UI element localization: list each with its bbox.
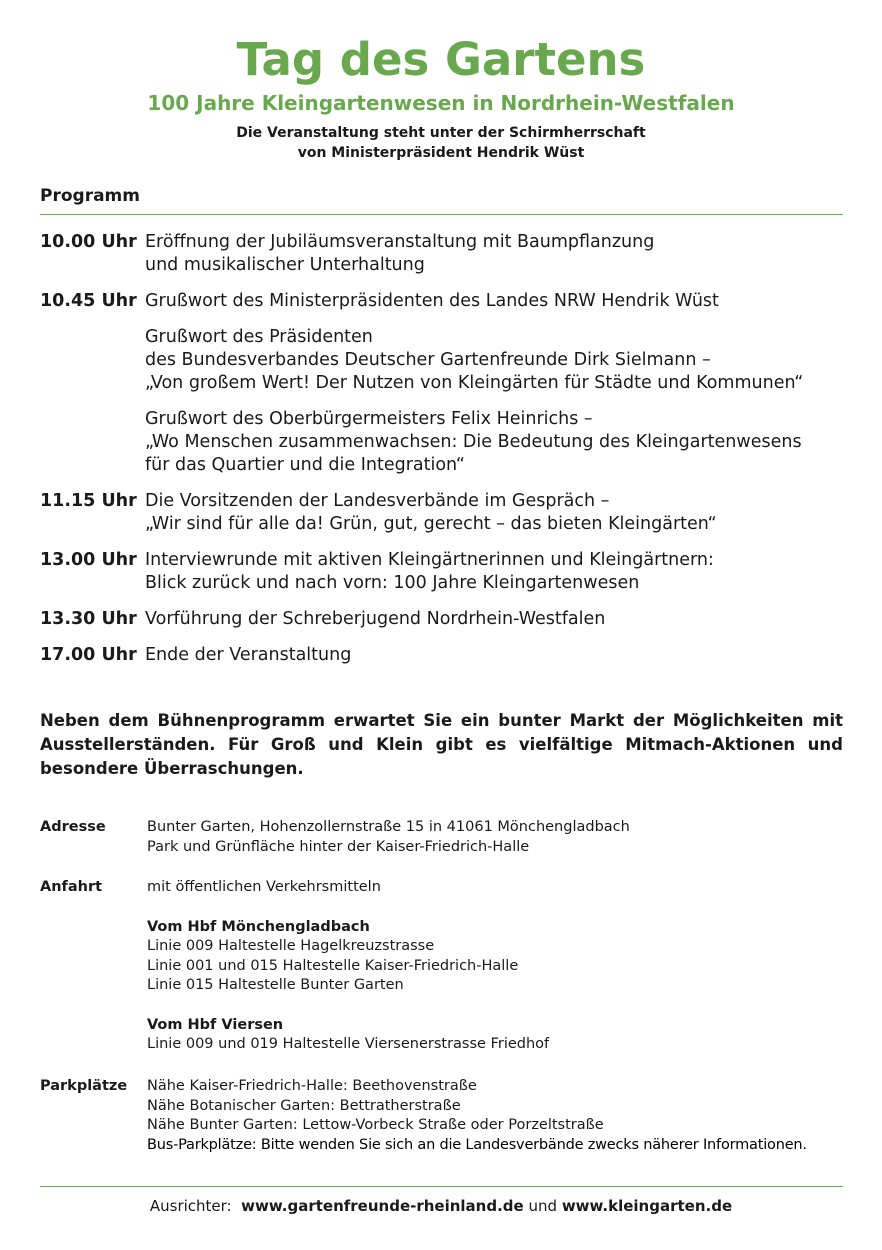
- parking-section: [40, 1077, 843, 1155]
- program-text: Grußwort des Oberbürgermeisters Felix Heinrichs – „Wo Menschen zusammenwachsen: Die Bedeutung des Kleingartenwesens für das Quartier und die Integration“: [145, 409, 802, 475]
- footer-link-kleingarten[interactable]: www.kleingarten.de: [561, 1197, 733, 1215]
- program-divider: [40, 214, 843, 215]
- program-item: [40, 549, 850, 595]
- footer-label: Ausrichter:: [149, 1197, 232, 1215]
- program-time: 13.00 Uhr: [40, 550, 137, 570]
- program-list: [40, 231, 850, 667]
- market-highlight: Neben dem Bühnenprogramm erwartet Sie ein bunter Markt der Möglichkeiten mit Ausstellerständen. Für Groß und Klein gibt es vielfältige Mitmach-Aktionen und besondere Überraschungen.: [40, 711, 843, 778]
- program-text: Interviewrunde mit aktiven Kleingärtnerinnen und Kleingärtnern: Blick zurück und nach vorn: 100 Jahre Kleingartenwesen: [145, 550, 714, 593]
- program-text: Die Vorsitzenden der Landesverbände im Gespräch – „Wir sind für alle da! Grün, gut, gerecht – das bieten Kleingärten“: [145, 491, 717, 534]
- program-time: [40, 326, 145, 395]
- program-text: Ende der Veranstaltung: [145, 645, 352, 665]
- parking-lines: Nähe Kaiser-Friedrich-Halle: Beethovenstraße Nähe Botanischer Garten: Bettratherstraße Nähe Bunter Garten: Lettow-Vorbeck Straße oder Porzeltstraße: [147, 1078, 604, 1133]
- program-time: 11.15 Uhr: [40, 491, 137, 511]
- patronage-line-1: Die Veranstaltung steht unter der Schirmherrschaft: [236, 125, 646, 141]
- travel-section: [40, 878, 843, 1055]
- travel-label: Anfahrt: [40, 879, 103, 895]
- program-time: 10.45 Uhr: [40, 291, 137, 311]
- program-item: [40, 408, 850, 477]
- patronage-note: [0, 124, 882, 163]
- travel-from-viersen-heading: Vom Hbf Viersen: [147, 1016, 284, 1033]
- footer: [0, 1195, 882, 1217]
- travel-from-viersen-lines: Linie 009 und 019 Haltestelle Viersenerstrasse Friedhof: [147, 1036, 550, 1052]
- program-item: [40, 490, 850, 536]
- patronage-line-2: von Ministerpräsident Hendrik Wüst: [297, 144, 585, 161]
- parking-label: Parkplätze: [40, 1078, 128, 1094]
- parking-bus-line: Bus-Parkplätze: Bitte wenden Sie sich an die Landesverbände zwecks näherer Informationen.: [147, 1136, 807, 1153]
- footer-link-rheinland[interactable]: www.gartenfreunde-rheinland.de: [241, 1197, 524, 1215]
- footer-connector: und: [528, 1197, 558, 1215]
- address-value: Bunter Garten, Hohenzollernstraße 15 in 41061 Mönchengladbach Park und Grünfläche hinter der Kaiser-Friedrich-Halle: [147, 819, 630, 855]
- program-text: Grußwort des Ministerpräsidenten des Landes NRW Hendrik Wüst: [145, 291, 719, 311]
- travel-from-mg-heading: Vom Hbf Mönchengladbach: [147, 918, 370, 935]
- program-time: 10.00 Uhr: [40, 232, 137, 252]
- program-item: [40, 608, 850, 631]
- program-item: [40, 644, 850, 667]
- program-time: [40, 408, 145, 477]
- travel-from-mg-lines: Linie 009 Haltestelle Hagelkreuzstrasse Linie 001 und 015 Haltestelle Kaiser-Friedrich-Halle Linie 015 Haltestelle Bunter Garten: [147, 938, 519, 993]
- program-text: Vorführung der Schreberjugend Nordrhein-Westfalen: [145, 609, 606, 629]
- address-section: [40, 818, 843, 857]
- program-heading: Programm: [40, 186, 140, 206]
- page-subtitle: 100 Jahre Kleingartenwesen in Nordrhein-Westfalen: [147, 91, 735, 115]
- program-text: Grußwort des Präsidenten des Bundesverbandes Deutscher Gartenfreunde Dirk Sielmann – „Von großem Wert! Der Nutzen von Kleingärten für Städte und Kommunen“: [145, 327, 804, 393]
- footer-divider: [40, 1186, 843, 1187]
- travel-intro: mit öffentlichen Verkehrsmitteln: [147, 879, 381, 895]
- program-text: Eröffnung der Jubiläumsveranstaltung mit Baumpflanzung und musikalischer Unterhaltung: [145, 232, 655, 275]
- program-time: 13.30 Uhr: [40, 609, 137, 629]
- program-time: 17.00 Uhr: [40, 645, 137, 665]
- program-item: [40, 231, 850, 277]
- program-item: [40, 290, 850, 313]
- address-label: Adresse: [40, 819, 106, 835]
- program-item: [40, 326, 850, 395]
- page-title: Tag des Gartens: [236, 33, 646, 86]
